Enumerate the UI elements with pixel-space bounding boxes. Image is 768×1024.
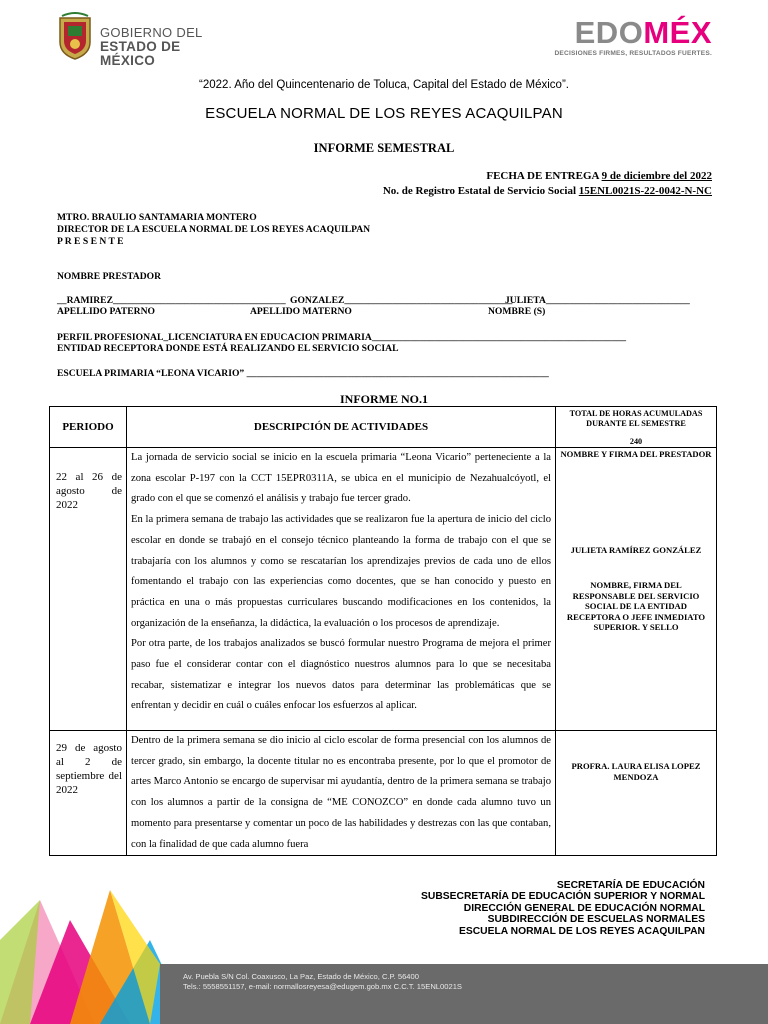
period-cell-1: 22 al 26 de agosto de 2022 (50, 448, 127, 731)
school-title: ESCUELA NORMAL DE LOS REYES ACAQUILPAN (205, 105, 563, 122)
description-paragraph: En la primera semana de trabajo las actividades que se realizaron fue la apertura de inicio del ciclo escolar en donde se trabajó en el consejo técnico planteando la forma de trabajo con el que se trabajaría con los alumnos y como se rescatarían los aprendizajes previos de cada uno de ellos fomentando el trabajo con las experiencias como docentes, que se han conocido y puesto en práctica en una o más propuestas curriculares buscando modificaciones en los contenidos, la organización de la enseñanza, la didáctica, la evaluación o los procesos de aprendizaje. (131, 514, 551, 629)
provider-signature-label: NOMBRE Y FIRMA DEL PRESTADOR (560, 449, 712, 459)
footer-institutions (421, 880, 705, 937)
government-logo (56, 12, 236, 68)
delivery-label: FECHA DE ENTREGA (486, 170, 602, 182)
registry-line (383, 185, 712, 197)
profile-line: PERFIL PROFESIONAL_LICENCIATURA EN EDUCACION PRIMARIA_____________________________________________________ (57, 332, 627, 343)
government-line-1: GOBIERNO DEL (100, 25, 203, 40)
government-line-2: ESTADO DE MÉXICO (100, 39, 181, 68)
delivery-date: 9 de diciembre del 2022 (601, 170, 712, 182)
nombre-label: NOMBRE (S) (488, 306, 546, 317)
description-cell-2 (127, 731, 556, 856)
recipient-name: MTRO. BRAULIO SANTAMARIA MONTERO (57, 212, 257, 223)
description-paragraph: Dentro de la primera semana se dio inicio al ciclo escolar de forma presencial con los alumnos de tercer grado, sin embargo, la docente titular no es encontraba presente, por lo que el promotor de artes Marco Antonio se encargo de supervisar mi ayudantía, dentro de la primera semana se trabajo con los alumnos a partir de la consigna de “ME CONOZCO” en donde cada alumno tuvo un momento para presentarse y comentar un poco de las habilidades y destrezas con las que contaban, con la finalidad de que cada alumno fuera (131, 735, 551, 850)
footer-address (183, 972, 462, 992)
brand-mex: MÉX (643, 15, 712, 50)
recipient-presente: P R E S E N T E (57, 236, 124, 247)
delivery-date-line (486, 170, 712, 182)
table-row (50, 448, 717, 731)
table-header-row (50, 407, 717, 448)
description-header: DESCRIPCIÓN DE ACTIVIDADES (127, 407, 556, 448)
entity-label: ENTIDAD RECEPTORA DONDE ESTÁ REALIZANDO EL SERVICIO SOCIAL (57, 343, 399, 354)
registry-number: 15ENL0021S-22-0042-N-NC (578, 185, 712, 197)
footer-line-2: SUBSECRETARÍA DE EDUCACIÓN SUPERIOR Y NORMAL (421, 891, 705, 903)
footer-line-3: DIRECCIÓN GENERAL DE EDUCACIÓN NORMAL (463, 902, 705, 914)
registry-label: No. de Registro Estatal de Servicio Social (382, 185, 579, 197)
hours-value: 240 (629, 437, 643, 446)
materno-label: APELLIDO MATERNO (250, 306, 352, 317)
hours-label: TOTAL DE HORAS ACUMULADAS DURANTE EL SEMESTRE (569, 409, 703, 428)
signature-cell-1 (556, 448, 717, 731)
footer-line-1: SECRETARÍA DE EDUCACIÓN (556, 880, 705, 891)
description-paragraph: La jornada de servicio social se inicio en la escuela primaria “Leona Vicario” perteneciente a la zona escolar P-197 con la CCT 15EPR0311A, se ubica en el municipio de Nezahualcóyotl, el grado con el que se comenzó el análisis y trabajo fue tercer grado. (131, 452, 551, 505)
brand-edo: EDO (574, 15, 644, 50)
brand-slogan: DECISIONES FIRMES, RESULTADOS FUERTES. (554, 50, 712, 57)
hours-cell (556, 407, 717, 448)
report-number: INFORME NO.1 (340, 392, 428, 406)
state-seal-icon (56, 12, 94, 60)
description-paragraph: Por otra parte, de los trabajos analizados se buscó formular nuestro Programa de mejora el primer paso fue el considerar contar con el diagnóstico nuestros alumnos para lo que se necesitaba recabar, sistematizar e integrar los nuevos datos para determinar las problemáticas que se enfrentan y decidir en cuál o cuáles enfocar los esfuerzos al aplicar. (131, 638, 551, 712)
period-cell-2: 29 de agosto al 2 de septiembre del 2022 (50, 731, 127, 856)
provider-label: NOMBRE PRESTADOR (57, 271, 162, 282)
table-row (50, 731, 717, 856)
responsible-signature-label: NOMBRE, FIRMA DEL RESPONSABLE DEL SERVICIO SOCIAL DE LA ENTIDAD RECEPTORA O JEFE INMEDIATO SUPERIOR. Y SELLO (566, 580, 706, 632)
description-cell-1 (127, 448, 556, 731)
paterno-value: __RAMIREZ____________________________________ (57, 295, 286, 306)
provider-signature-name: JULIETA RAMÍREZ GONZÁLEZ (570, 544, 702, 555)
address-line-1: Av. Puebla S/N Col. Coaxusco, La Paz, Estado de México, C.P. 56400 (183, 972, 419, 981)
address-line-2: Tels.: 5558551157, e-mail: normallosreyesa@edugem.gob.mx C.C.T. 15ENL0021S (183, 982, 462, 991)
activities-table (49, 406, 717, 856)
recipient-position: DIRECTOR DE LA ESCUELA NORMAL DE LOS REYES ACAQUILPAN (57, 224, 371, 235)
footer-line-5: ESCUELA NORMAL DE LOS REYES ACAQUILPAN (459, 925, 705, 937)
entity-line: ESCUELA PRIMARIA “LEONA VICARIO” _______________________________________________________________ (57, 368, 549, 379)
nombre-value: JULIETA______________________________ (505, 295, 690, 306)
responsible-signature-name: PROFRA. LAURA ELISA LOPEZ MENDOZA (571, 761, 701, 782)
report-title: INFORME SEMESTRAL (313, 141, 455, 155)
paterno-label: APELLIDO PATERNO (57, 306, 155, 317)
materno-value: GONZALEZ___________________________________ (290, 295, 513, 306)
signature-cell-2 (556, 731, 717, 856)
period-header: PERIODO (50, 407, 127, 448)
year-motto: “2022. Año del Quincentenario de Toluca, Capital del Estado de México”. (199, 79, 569, 91)
edomex-logo (532, 15, 712, 62)
footer-line-4: SUBDIRECCIÓN DE ESCUELAS NORMALES (487, 914, 705, 926)
